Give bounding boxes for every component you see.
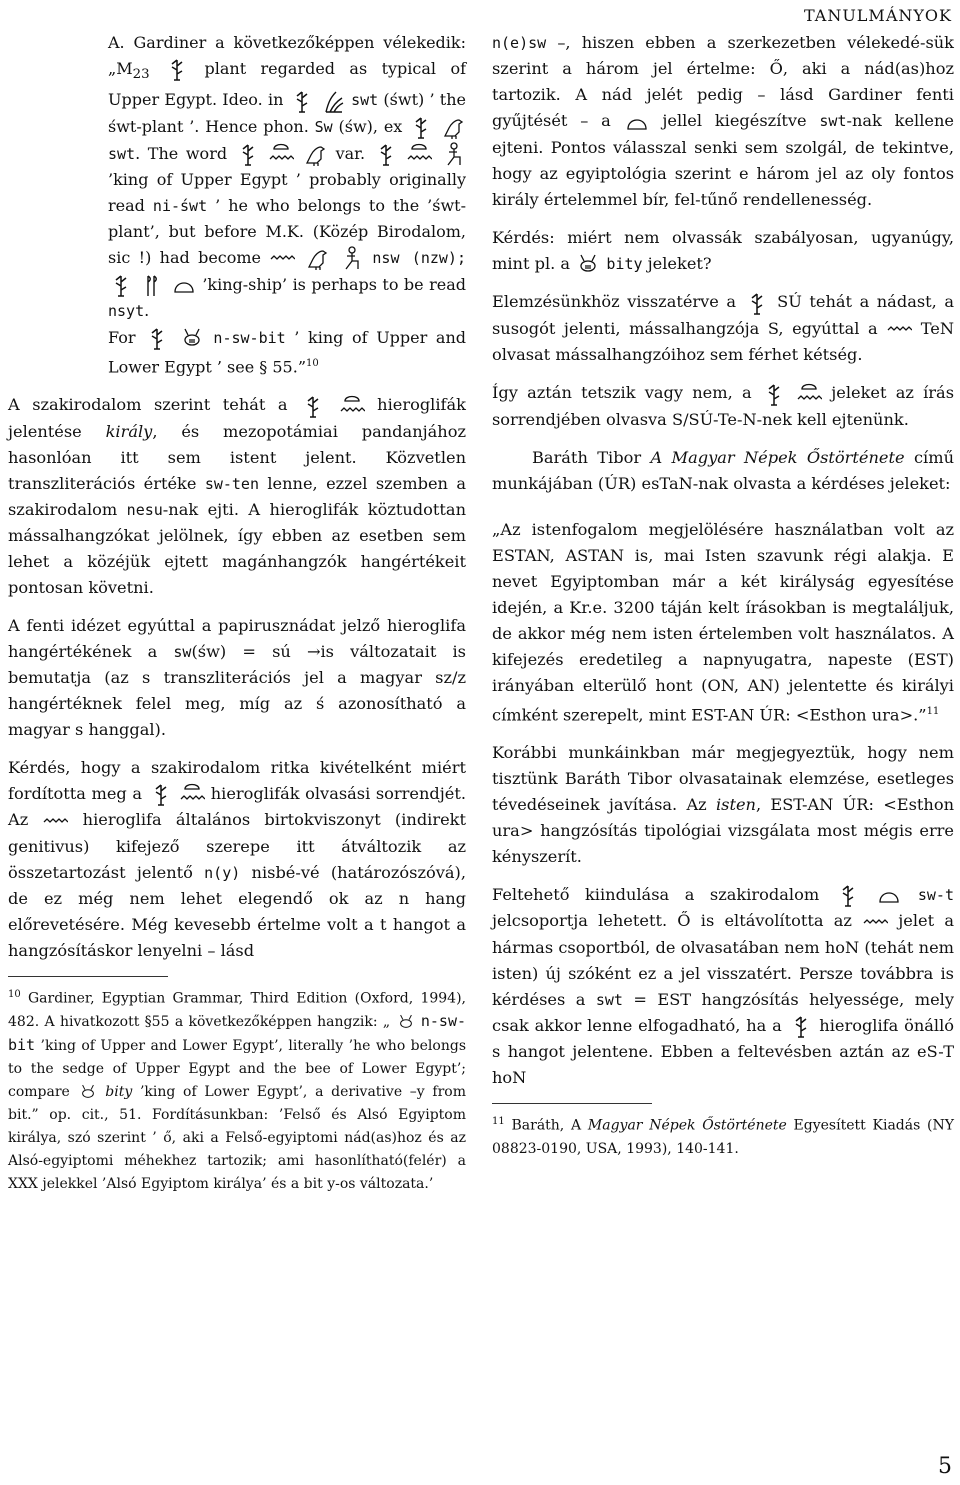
- quote-text: „Az istenfogalom megjelölésére használatban volt az ESTAN, ASTAN is, mai Isten szavunk régi alakja. E nevet Egyiptomban már a két királyság egyesítése idején, a Kr.e. 3200 táján kelt írásokban is megtaláljuk, de akkor még nem isten értelemben volt használatos. A kifejezés eredetileg a napnyugatra, napeste (EST) irányában elterülő hont (ON, AN) jelentette és királyi címként szerepelt, mint EST-AN ÚR: <Esthon ura>.”: [492, 519, 954, 724]
- water-ripple-hieroglyph-icon: [796, 381, 822, 407]
- water-ripple-hieroglyph-icon: [339, 393, 365, 419]
- paragraph: [492, 30, 954, 213]
- footnote-rule: [8, 976, 168, 977]
- reed-hieroglyph-icon: [289, 88, 315, 114]
- water-ripple-hieroglyph-icon: [269, 245, 295, 271]
- sign-subscript: 23: [132, 66, 150, 82]
- bread-loaf-hieroglyph-icon: [876, 882, 902, 908]
- gardiner-quote: A. Gardiner a következőképpen vélekedik: $„M_{23}$ plant regarded as typical of Upper Egypt. Ideo. in swt (śwt) ’ the śwt-plant ’. Hence phon. Sw (św), ex swt. The word var. ’king of Upper Egypt ’ probably originally read ni-śwt ’ he who belongs to the ’śwt-plant’, but before M.K. (Közép Birodalom, sic !) had become nsw (nzw); ’king-ship’ is perhaps to be read nsyt. For n-sw-bit ’ king of Upper and Lower Egypt ’ see § 55.”$^{10}$: [108, 33, 467, 377]
- bread-loaf-hieroglyph-icon: [171, 272, 197, 298]
- footnote-ref: 11: [926, 705, 940, 717]
- transliteration: swt: [108, 144, 136, 163]
- text: jeleket?: [642, 253, 712, 273]
- reed-hieroglyph-icon: [408, 114, 434, 140]
- quote-text: (śwt) ’ the śwt-plant ’. Hence phon.: [108, 90, 466, 136]
- quote-text: For: [108, 327, 145, 347]
- book-title: A Magyar Népek Őstörténete: [650, 447, 905, 467]
- bird-hieroglyph-icon: [304, 245, 330, 271]
- reed-hieroglyph-icon: [164, 56, 190, 82]
- footnote-number: 10: [8, 988, 21, 1000]
- quote-text: ’king-ship’ is perhaps to be read: [202, 274, 466, 294]
- text: jelcsoportja lehetett. Ő is eltávolította az: [492, 911, 863, 931]
- seated-figure-hieroglyph-icon: [440, 141, 466, 167]
- text: –, hiszen ebben a szerkezetben vélekedé-sük szerint a három jel értelme: Ő, aki a nád(as)hoz tartozik. A nád jelét pedig – lásd Gardiner fenti gyűjtését – a: [492, 33, 954, 130]
- paragraph: [492, 289, 954, 368]
- text: (św) = sú →is változatait is bemutatja (az s transzliterációs jel a magyar sz/z hangértéknek felel meg, míg az ś azonosítható a magyar s hanggal).: [8, 641, 466, 739]
- text: Baráth Tibor: [532, 447, 651, 467]
- page-number: 5: [938, 1454, 952, 1479]
- text: hieroglifák jelentése: [8, 395, 466, 441]
- text: hieroglifák olvasási sorrendjét. Az: [8, 783, 467, 830]
- paragraph: [492, 740, 954, 870]
- transliteration: ni-śwt: [152, 196, 208, 215]
- text: Így aztán tetszik vagy nem, a: [492, 383, 761, 402]
- water-ripple-hieroglyph-icon: [268, 141, 294, 167]
- bee-hieroglyph-icon: [179, 325, 205, 351]
- text: , és mezopotámiai pandanjához hasonlóan itt sem istent jelent. Közvetlen transzliterációs értéke: [8, 421, 466, 493]
- water-ripple-hieroglyph-icon: [42, 808, 68, 834]
- text: Korábbi munkáinkban már megjegyeztük, hogy nem tisztünk Baráth Tibor olvasatainak elemzése, esetleges tévedéseinek javítása. Az: [492, 742, 954, 814]
- reed-hieroglyph-icon: [373, 141, 399, 167]
- bird-hieroglyph-icon: [440, 114, 466, 140]
- text: jellel kiegészítve: [662, 111, 820, 130]
- text: Baráth, A: [504, 1118, 588, 1135]
- block-quote: [492, 517, 954, 728]
- text: jeleket az írás sorrendjében olvasva S/SÚ-Te-N-nek kell ejtenünk.: [492, 383, 954, 429]
- transliteration: n(e)sw: [492, 34, 547, 52]
- quote-text: . The word: [135, 143, 235, 163]
- quote-text: plant regarded as typical of Upper Egypt. Ideo. in: [108, 58, 467, 110]
- plant-hieroglyph-icon: [320, 88, 346, 114]
- paragraph: [492, 445, 954, 497]
- transliteration: sw-t: [917, 885, 954, 904]
- reed-hieroglyph-icon: [788, 1013, 814, 1039]
- transliteration: swt: [351, 91, 379, 110]
- water-ripple-hieroglyph-icon: [862, 909, 888, 935]
- quote-text: var.: [335, 143, 373, 163]
- reed-hieroglyph-icon: [761, 381, 787, 407]
- transliteration: swt: [595, 990, 623, 1009]
- text: ’king of Lower Egypt’, a derivative –y from bit.” op. cit., 51. Fordításunkban: ’Felső és Alsó Egyiptom királya, szó szerint ’ ő, aki a Felső-egyiptomi nád(as)hoz és az Alsó-egyiptomi méhekhez tartozik; ami hasonlítható(felér) a XXX jelekkel ’Alsó Egyiptom királya’ és a bit y-os változata.’: [8, 1084, 467, 1193]
- transliteration: sw-ten: [204, 474, 259, 493]
- water-ripple-hieroglyph-icon: [886, 316, 912, 342]
- bee-hieroglyph-icon: [396, 1012, 416, 1032]
- transliteration: nesu: [126, 500, 163, 519]
- right-column: [492, 30, 954, 1161]
- footnote-10: [8, 983, 466, 1197]
- text: Kérdés, hogy a szakirodalom ritka kivételként miért fordította meg a: [8, 757, 466, 803]
- paragraph: [492, 225, 954, 278]
- transliteration: Sw: [314, 117, 333, 136]
- section-header: TANULMÁNYOK: [803, 6, 952, 25]
- bread-loaf-hieroglyph-icon: [624, 109, 650, 135]
- reed-hieroglyph-icon: [144, 325, 170, 351]
- quote-text: A. Gardiner a következőképpen vélekedik: „M: [108, 33, 466, 78]
- paragraph: [8, 392, 466, 601]
- text: -nak ejti. A hieroglifák köztudottan mássalhangzókat jelölnek, így ebben az esetben sem lehet a közéjük ejtett magánhangzók hangértékeit pontosan követni.: [8, 499, 466, 597]
- transliteration: n-sw-bit: [8, 1012, 467, 1055]
- footnote-number: 11: [492, 1116, 505, 1128]
- left-column: [8, 30, 466, 1196]
- transliteration: bity: [606, 254, 643, 273]
- transliteration: sw: [173, 642, 192, 661]
- bee-hieroglyph-icon: [78, 1082, 98, 1102]
- text: jelet a hármas csoportból, de olvasatában nem hoN (tehát nem isten) új szóként ez a jel visszatért. Persze továbbra is kérdéses a: [492, 911, 954, 1009]
- footnote-rule: [492, 1103, 652, 1104]
- water-ripple-hieroglyph-icon: [406, 141, 432, 167]
- quote-text: ’ he who belongs to the ’śwt-plant’, but before M.K. (Közép Birodalom, sic !) had become: [108, 195, 467, 267]
- paragraph: [492, 882, 954, 1092]
- text: Feltehető kiindulása a szakirodalom: [492, 884, 835, 904]
- text: A szakirodalom szerint tehát a: [8, 395, 301, 415]
- bird-hieroglyph-icon: [302, 141, 328, 167]
- paragraph: [8, 613, 466, 743]
- footnote-11: [492, 1110, 954, 1161]
- water-ripple-hieroglyph-icon: [179, 781, 205, 807]
- text: TeN olvasat mássalhangzóihoz sem férhet kétség.: [492, 318, 954, 364]
- reed-hieroglyph-icon: [235, 141, 261, 167]
- seated-figure-hieroglyph-icon: [338, 245, 364, 271]
- transliteration: nsw (nzw);: [372, 248, 466, 267]
- quote-text: ’king of Upper Egypt ’ probably originally read: [108, 170, 466, 215]
- text: lenne, ezzel szemben a szakirodalom: [8, 473, 466, 519]
- text: hieroglifa önálló s hangot jelentene. Ebben a feltevésben aztán az eS-T hoN: [492, 1015, 955, 1088]
- paragraph: [8, 755, 466, 964]
- footnote-ref: 10: [306, 358, 319, 370]
- text: -nak kellene ejteni. Pontos válasszal senki sem szolgál, de tekintve, hogy az egyiptológia szerint e három jel az oly fontos király értelemmel bír, fel-tűnő rendellenesség.: [492, 111, 954, 209]
- reed-hieroglyph-icon: [108, 272, 134, 298]
- text: = EST hangzósítás helyessége, mely csak akkor lenne elfogadható, ha a: [492, 989, 954, 1035]
- emphasis: király: [105, 421, 153, 441]
- transliteration: n-sw-bit: [213, 328, 286, 347]
- transliteration: n(y): [204, 863, 241, 882]
- emphasis: isten: [715, 794, 756, 814]
- text: SÚ tehát a nádast, a susogót jelenti, mássalhangzója S, egyúttal a: [492, 292, 954, 338]
- reed-hieroglyph-icon: [148, 781, 174, 807]
- emphasis: bity: [105, 1084, 133, 1101]
- plant-hieroglyph-icon: [139, 272, 165, 298]
- text: Egyesített Kiadás (NY 08823-0190, USA, 1993), 140-141.: [492, 1118, 954, 1158]
- text: hieroglifa általános birtokviszonyt (indirekt genitivus) kifejező szerepe itt átváltozik az összetartozást jelentő: [8, 810, 466, 882]
- text: , EST-AN ÚR: <Esthon ura> hangzósítás tipológiai vizsgálata most mégis erre kényszerít.: [492, 794, 954, 866]
- reed-hieroglyph-icon: [300, 393, 326, 419]
- text: Kérdés: miért nem olvassák szabályosan, ugyanúgy, mint pl. a: [492, 227, 954, 273]
- book-title: Magyar Népek Őstörténete: [587, 1118, 787, 1135]
- quote-text: (św), ex: [332, 116, 409, 136]
- text: ’king of Upper and Lower Egypt’, literally ’he who belongs to the sedge of Upper Egypt and the bee of Lower Egypt’; compare: [8, 1038, 466, 1101]
- quote-text: ’ king of Upper and Lower Egypt ’ see § 55.”: [108, 327, 466, 377]
- text: A fenti idézet egyúttal a papirusznádat jelző hieroglifa hangértékének a: [8, 615, 466, 661]
- transliteration: swt: [819, 112, 847, 130]
- paragraph: [492, 380, 954, 433]
- text: nisbé-vé (határozószóvá), de ez még nem lehet elegendő ok az n hang előrevetésére. Még kevesebb értelme volt a t hangot a hangzósításkor lenyelni – lásd: [8, 862, 466, 960]
- transliteration: nsyt: [108, 302, 145, 321]
- text: Gardiner, Egyptian Grammar, Third Edition (Oxford, 1994), 482. A hivatkozott §55 a következőképpen hangzik: „: [8, 990, 466, 1031]
- text: című munkájában (ÚR) esTaN-nak olvasta a kérdéses jeleket:: [492, 447, 954, 493]
- bee-hieroglyph-icon: [575, 251, 601, 277]
- reed-hieroglyph-icon: [835, 882, 861, 908]
- reed-hieroglyph-icon: [744, 290, 770, 316]
- text: Elemzésünkhöz visszatérve a: [492, 292, 744, 311]
